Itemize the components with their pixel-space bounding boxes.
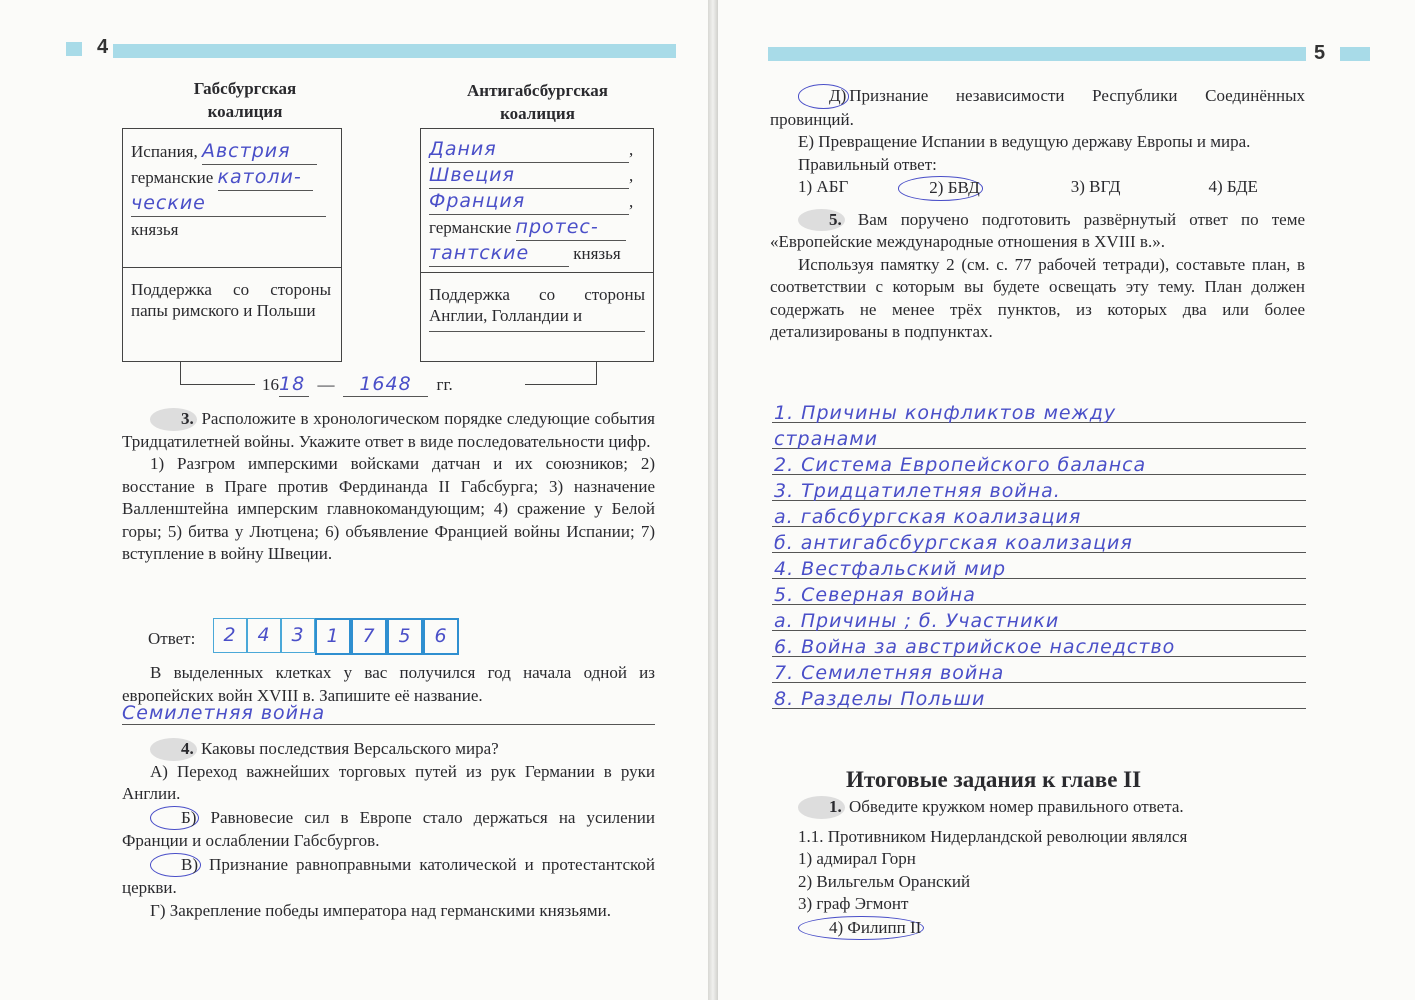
task-number: 1. — [798, 796, 845, 819]
war-name-answer — [122, 702, 655, 725]
handwritten-member: Дания — [429, 137, 629, 163]
circled-choice: 2) БВД — [898, 176, 982, 201]
plan-line: 8. Разделы Польши — [774, 688, 986, 710]
circled-option-letter: Д) — [798, 84, 849, 109]
option-letter: Е) — [798, 132, 815, 151]
circled-option-letter: В) — [150, 853, 201, 878]
page-number: 5 — [1314, 42, 1326, 64]
choice: 3) ВГД — [1070, 177, 1121, 196]
anti-habsburg-support: Поддержка со стороны Англии, Голландии и — [429, 285, 645, 325]
plan-line: 3. Тридцатилетняя война. — [774, 480, 1061, 502]
circled-option-letter: Б) — [150, 806, 199, 831]
habsburg-title — [150, 78, 340, 123]
book-gutter — [708, 0, 718, 1000]
dash: — — [317, 375, 335, 394]
option-b — [122, 806, 655, 853]
anti-habsburg-box: Дания , Швеция , Франция , германские протес- тантские князья Поддержка со стороны Англии, Голландии и — [420, 128, 654, 362]
header-bar-stub — [1340, 47, 1370, 61]
plan-line: а. Причины ; б. Участники — [774, 610, 1060, 632]
title-line: коалиция — [207, 101, 283, 121]
plan-line: б. антигабсбургская коализация — [774, 532, 1133, 554]
header-bar — [768, 47, 1306, 61]
answer-option: 3) граф Эгмонт — [798, 894, 909, 913]
title-line: Габсбургская — [193, 79, 297, 98]
task-text: Расположите в хронологическом порядке следующие события Тридцатилетней войны. Укажите ответ в виде последовательности цифр. — [122, 409, 655, 451]
handwritten-war-name: Семилетняя война — [122, 702, 326, 724]
option-text: Переход важнейших торговых путей из рук Германии в руки Англии. — [122, 761, 655, 803]
task-number: 4. — [150, 738, 197, 761]
years-suffix: гг. — [436, 375, 453, 394]
handwritten-member: Австрия — [202, 139, 317, 165]
label: германские — [429, 218, 512, 237]
handwritten-text: ческие — [131, 191, 326, 217]
choice: 1) АБГ — [798, 177, 849, 196]
title-line: коалиция — [500, 103, 575, 123]
title-line: Антигабсбургская — [467, 81, 608, 100]
task-text: Вам поручено подготовить развёрнутый ответ по теме «Европейские международные отношения в XVIII в.». — [770, 209, 1305, 251]
answer-cell-highlighted: 5 — [387, 618, 423, 655]
handwritten-text: протес- — [516, 215, 626, 241]
header-bar — [113, 44, 676, 58]
option-letter: Г) — [150, 900, 166, 920]
page-number: 4 — [97, 36, 109, 58]
plan-line: 5. Северная война — [774, 584, 976, 606]
choice: 4) БДЕ — [1208, 177, 1258, 196]
plan-line: 2. Система Европейского баланса — [774, 454, 1147, 476]
task-events: 1) Разгром имперскими войсками датчан и их союзников; 2) восстание в Праге против Фердинанда II Габсбурга; 3) назначение Валленштейна имперским главнокомандующим; 4) сражение у Белой горы; 5) битва у Лютцена; 6) объявление Францией войны Испании; 7) вступление в войну Швеции. — [122, 454, 655, 563]
option-a — [122, 761, 655, 806]
habsburg-support: Поддержка со стороны папы римского и Польши — [131, 280, 331, 320]
task-4 — [122, 738, 655, 922]
answer-cells — [213, 618, 459, 655]
answer-cell-highlighted: 6 — [423, 618, 459, 655]
option-letter: А) — [150, 761, 168, 781]
answer-option: 1) адмирал Горн — [798, 849, 916, 868]
handwritten-member: Швеция — [429, 163, 629, 189]
anti-habsburg-title — [420, 80, 655, 125]
header-bar-stub — [66, 42, 82, 56]
task-question: Каковы последствия Версальского мира? — [201, 739, 499, 758]
habsburg-box — [122, 128, 342, 362]
task-number: 5. — [798, 209, 845, 232]
answer-cell: 3 — [281, 618, 315, 653]
plan-line: 7. Семилетняя война — [774, 662, 1005, 684]
correct-answer-label: Правильный ответ: — [798, 154, 937, 174]
task-instructions: Используя памятку 2 (см. с. 77 рабочей тетради), составьте план, в соответствии с которым вы будете освещать эту тему. План должен содержать не менее трёх пунктов, из которых два или более детализированы в подпунктах. — [770, 254, 1305, 341]
option-text: Равновесие сил в Европе стало держаться на усилении Франции и ослаблении Габсбургов. — [122, 807, 655, 850]
task-number: 3. — [150, 408, 197, 431]
answer-label: Ответ: — [148, 629, 196, 648]
plan-line: 6. Война за австрийское наследство — [774, 636, 1176, 658]
task-text: Обведите кружком номер правильного ответа. — [849, 797, 1184, 816]
final-task-1 — [770, 796, 1305, 940]
answer-cell: 4 — [247, 618, 281, 653]
option-text: Признание независимости Республики Соединённых провинций. — [770, 86, 1305, 129]
answer-cell-highlighted: 1 — [315, 618, 351, 655]
year-prefix: 16 — [262, 375, 279, 394]
task-3 — [122, 408, 655, 566]
handwritten-text: тантские — [429, 241, 569, 267]
answer-choices — [770, 176, 1305, 201]
plan-line: 1. Причины конфликтов между — [774, 402, 1117, 424]
task-3-followup: В выделенных клетках у вас получился год начала одной из европейских войн XVIII в. Запишите её название. — [122, 663, 655, 705]
handwritten-start-year: 18 — [279, 373, 309, 397]
arrow-right — [525, 384, 597, 385]
answer-cell-highlighted: 7 — [351, 618, 387, 655]
option-c — [122, 853, 655, 900]
label: Испания, — [131, 142, 198, 161]
handwritten-end-year: 1648 — [343, 373, 428, 397]
label: князья — [131, 220, 179, 239]
task-4-continued — [770, 84, 1305, 344]
arrow-left — [180, 384, 255, 385]
chapter-final-heading: Итоговые задания к главе II — [846, 767, 1142, 792]
answer-cell: 2 — [213, 618, 247, 653]
war-years — [262, 373, 453, 397]
circled-answer-option: 4) Филипп II — [798, 916, 924, 941]
answer-option: 2) Вильгельм Оранский — [798, 871, 971, 891]
option-f — [770, 131, 1305, 154]
question-1-1: 1.1. Противником Нидерландской революции являлся — [798, 826, 1188, 846]
plan-line: странами — [774, 428, 878, 450]
option-d — [122, 900, 655, 923]
label: германские — [131, 168, 214, 187]
option-text: Превращение Испании в ведущую державу Европы и мира. — [818, 132, 1251, 151]
handwritten-member: Франция — [429, 189, 629, 215]
handwritten-text: католи- — [218, 165, 313, 191]
option-e — [770, 84, 1305, 131]
plan-line: 4. Вестфальский мир — [774, 558, 1007, 580]
option-text: Закрепление победы императора над германскими князьями. — [169, 900, 611, 920]
label: князья — [573, 244, 621, 263]
plan-line: а. габсбургская коализация — [774, 506, 1082, 528]
option-text: Признание равноправными католической и протестантской церкви. — [122, 854, 655, 897]
